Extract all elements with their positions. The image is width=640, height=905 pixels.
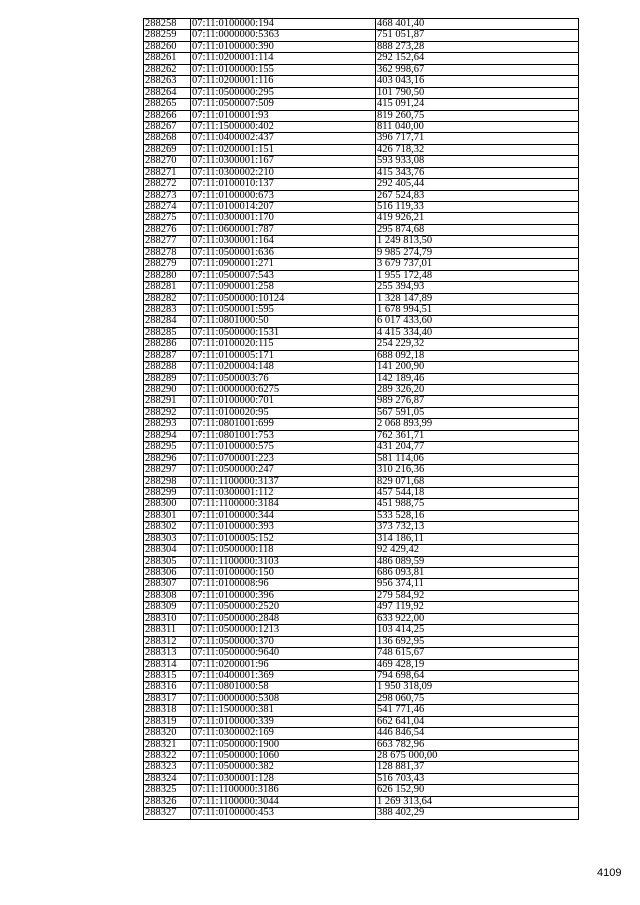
table-row — [144, 144, 579, 155]
table-row — [144, 304, 579, 315]
value-cell: 415 343,76 — [376, 167, 579, 178]
value-cell: 457 544,18 — [376, 487, 579, 498]
cadastral-number-cell: 07:11:0100005:171 — [191, 350, 376, 361]
value-cell: 567 591,05 — [376, 407, 579, 418]
table-row — [144, 156, 579, 167]
cadastral-number-cell: 07:11:0100000:673 — [191, 190, 376, 201]
value-cell: 794 698,64 — [376, 670, 579, 681]
value-cell: 1 955 172,48 — [376, 270, 579, 281]
cadastral-number-cell: 07:11:1100000:3137 — [191, 476, 376, 487]
table-row — [144, 362, 579, 373]
row-id-cell: 288264 — [144, 87, 191, 98]
cadastral-number-cell: 07:11:0500007:543 — [191, 270, 376, 281]
cadastral-number-cell: 07:11:0100001:93 — [191, 110, 376, 121]
row-id-cell: 288302 — [144, 522, 191, 533]
row-id-cell: 288262 — [144, 64, 191, 75]
cadastral-number-cell: 07:11:1500000:381 — [191, 705, 376, 716]
table-row — [144, 430, 579, 441]
row-id-cell: 288276 — [144, 224, 191, 235]
cadastral-number-cell: 07:11:0100010:137 — [191, 179, 376, 190]
row-id-cell: 288271 — [144, 167, 191, 178]
table-row — [144, 190, 579, 201]
cadastral-number-cell: 07:11:0600001:787 — [191, 224, 376, 235]
value-cell: 516 119,33 — [376, 202, 579, 213]
cadastral-number-cell: 07:11:0500000:1900 — [191, 739, 376, 750]
table-row — [144, 659, 579, 670]
cadastral-number-cell: 07:11:0200001:116 — [191, 76, 376, 87]
cadastral-number-cell: 07:11:0000000:5363 — [191, 30, 376, 41]
table-row — [144, 796, 579, 807]
table-row — [144, 579, 579, 590]
cadastral-number-cell: 07:11:1100000:3186 — [191, 785, 376, 796]
cadastral-number-cell: 07:11:0500000:1531 — [191, 327, 376, 338]
row-id-cell: 288310 — [144, 613, 191, 624]
row-id-cell: 288265 — [144, 99, 191, 110]
row-id-cell: 288289 — [144, 373, 191, 384]
row-id-cell: 288260 — [144, 41, 191, 52]
cadastral-number-cell: 07:11:0300001:112 — [191, 487, 376, 498]
value-cell: 748 615,67 — [376, 648, 579, 659]
value-cell: 254 229,32 — [376, 339, 579, 350]
cadastral-number-cell: 07:11:0500000:382 — [191, 762, 376, 773]
row-id-cell: 288314 — [144, 659, 191, 670]
row-id-cell: 288323 — [144, 762, 191, 773]
row-id-cell: 288272 — [144, 179, 191, 190]
row-id-cell: 288280 — [144, 270, 191, 281]
cadastral-number-cell: 07:11:0100000:339 — [191, 716, 376, 727]
value-cell: 373 732,13 — [376, 522, 579, 533]
table-row — [144, 682, 579, 693]
cadastral-number-cell: 07:11:0500000:295 — [191, 87, 376, 98]
value-cell: 446 846,54 — [376, 728, 579, 739]
value-cell: 136 692,95 — [376, 636, 579, 647]
table-row — [144, 442, 579, 453]
value-cell: 451 988,75 — [376, 499, 579, 510]
cadastral-number-cell: 07:11:0200004:148 — [191, 362, 376, 373]
table-row — [144, 487, 579, 498]
value-cell: 762 361,71 — [376, 430, 579, 441]
table-row — [144, 533, 579, 544]
cadastral-number-cell: 07:11:0300001:128 — [191, 773, 376, 784]
value-cell: 1 678 994,51 — [376, 304, 579, 315]
row-id-cell: 288307 — [144, 579, 191, 590]
value-cell: 2 068 893,99 — [376, 419, 579, 430]
table-row — [144, 87, 579, 98]
cadastral-number-cell: 07:11:0500001:636 — [191, 247, 376, 258]
table-row — [144, 121, 579, 132]
row-id-cell: 288312 — [144, 636, 191, 647]
value-cell: 469 428,19 — [376, 659, 579, 670]
cadastral-number-cell: 07:11:1100000:3184 — [191, 499, 376, 510]
row-id-cell: 288277 — [144, 236, 191, 247]
row-id-cell: 288290 — [144, 385, 191, 396]
row-id-cell: 288294 — [144, 430, 191, 441]
table-row — [144, 785, 579, 796]
row-id-cell: 288259 — [144, 30, 191, 41]
table-row — [144, 613, 579, 624]
row-id-cell: 288318 — [144, 705, 191, 716]
table-row — [144, 213, 579, 224]
row-id-cell: 288273 — [144, 190, 191, 201]
cadastral-number-cell: 07:11:0500000:2848 — [191, 613, 376, 624]
table-row — [144, 316, 579, 327]
table-row — [144, 499, 579, 510]
value-cell: 28 675 000,00 — [376, 751, 579, 762]
data-table — [143, 18, 579, 820]
table-row — [144, 30, 579, 41]
row-id-cell: 288275 — [144, 213, 191, 224]
value-cell: 1 950 318,09 — [376, 682, 579, 693]
value-cell: 662 641,04 — [376, 716, 579, 727]
row-id-cell: 288268 — [144, 133, 191, 144]
row-id-cell: 288292 — [144, 407, 191, 418]
cadastral-number-cell: 07:11:0300002:169 — [191, 728, 376, 739]
row-id-cell: 288293 — [144, 419, 191, 430]
row-id-cell: 288261 — [144, 53, 191, 64]
value-cell: 396 717,71 — [376, 133, 579, 144]
row-id-cell: 288283 — [144, 304, 191, 315]
value-cell: 486 089,59 — [376, 556, 579, 567]
table-row — [144, 419, 579, 430]
table-row — [144, 64, 579, 75]
value-cell: 811 040,00 — [376, 121, 579, 132]
cadastral-number-cell: 07:11:0500000:9640 — [191, 648, 376, 659]
value-cell: 431 204,77 — [376, 442, 579, 453]
cadastral-number-cell: 07:11:0500000:118 — [191, 545, 376, 556]
value-cell: 533 528,16 — [376, 510, 579, 521]
cadastral-number-cell: 07:11:0100000:393 — [191, 522, 376, 533]
cadastral-number-cell: 07:11:0500000:1060 — [191, 751, 376, 762]
table-row — [144, 602, 579, 613]
cadastral-number-cell: 07:11:0000000:6275 — [191, 385, 376, 396]
value-cell: 255 394,93 — [376, 282, 579, 293]
table-row — [144, 716, 579, 727]
row-id-cell: 288304 — [144, 545, 191, 556]
row-id-cell: 288286 — [144, 339, 191, 350]
cadastral-number-cell: 07:11:1100000:3103 — [191, 556, 376, 567]
cadastral-number-cell: 07:11:0500000:1213 — [191, 625, 376, 636]
cadastral-number-cell: 07:11:0500003:76 — [191, 373, 376, 384]
table-body — [144, 19, 579, 820]
row-id-cell: 288296 — [144, 453, 191, 464]
table-row — [144, 385, 579, 396]
cadastral-number-cell: 07:11:0400002:437 — [191, 133, 376, 144]
value-cell: 314 186,11 — [376, 533, 579, 544]
cadastral-number-cell: 07:11:0100000:396 — [191, 590, 376, 601]
row-id-cell: 288327 — [144, 808, 191, 819]
table-row — [144, 41, 579, 52]
value-cell: 516 703,43 — [376, 773, 579, 784]
table-row — [144, 693, 579, 704]
row-id-cell: 288300 — [144, 499, 191, 510]
value-cell: 829 071,68 — [376, 476, 579, 487]
value-cell: 403 043,16 — [376, 76, 579, 87]
table-row — [144, 808, 579, 819]
value-cell: 419 926,21 — [376, 213, 579, 224]
cadastral-number-cell: 07:11:0900001:258 — [191, 282, 376, 293]
cadastral-number-cell: 07:11:0500001:595 — [191, 304, 376, 315]
row-id-cell: 288303 — [144, 533, 191, 544]
value-cell: 267 524,83 — [376, 190, 579, 201]
row-id-cell: 288263 — [144, 76, 191, 87]
table-row — [144, 568, 579, 579]
table-row — [144, 705, 579, 716]
row-id-cell: 288274 — [144, 202, 191, 213]
row-id-cell: 288315 — [144, 670, 191, 681]
row-id-cell: 288305 — [144, 556, 191, 567]
cadastral-number-cell: 07:11:0801000:50 — [191, 316, 376, 327]
row-id-cell: 288316 — [144, 682, 191, 693]
row-id-cell: 288308 — [144, 590, 191, 601]
value-cell: 1 269 313,64 — [376, 796, 579, 807]
value-cell: 3 679 737,01 — [376, 259, 579, 270]
table-row — [144, 224, 579, 235]
table-row — [144, 648, 579, 659]
row-id-cell: 288267 — [144, 121, 191, 132]
row-id-cell: 288282 — [144, 293, 191, 304]
value-cell: 888 273,28 — [376, 41, 579, 52]
value-cell: 128 881,37 — [376, 762, 579, 773]
cadastral-number-cell: 07:11:0200001:96 — [191, 659, 376, 670]
cadastral-number-cell: 07:11:0500000:247 — [191, 465, 376, 476]
table-row — [144, 339, 579, 350]
table-row — [144, 270, 579, 281]
value-cell: 279 584,92 — [376, 590, 579, 601]
value-cell: 415 091,24 — [376, 99, 579, 110]
row-id-cell: 288291 — [144, 396, 191, 407]
table-row — [144, 133, 579, 144]
table-row — [144, 773, 579, 784]
value-cell: 688 092,18 — [376, 350, 579, 361]
table-row — [144, 476, 579, 487]
table-row — [144, 350, 579, 361]
row-id-cell: 288301 — [144, 510, 191, 521]
cadastral-number-cell: 07:11:0500000:2520 — [191, 602, 376, 613]
cadastral-number-cell: 07:11:0300001:170 — [191, 213, 376, 224]
row-id-cell: 288288 — [144, 362, 191, 373]
table-row — [144, 751, 579, 762]
cadastral-number-cell: 07:11:0100000:344 — [191, 510, 376, 521]
cadastral-number-cell: 07:11:0100008:96 — [191, 579, 376, 590]
cadastral-number-cell: 07:11:0801001:699 — [191, 419, 376, 430]
cadastral-number-cell: 07:11:0900001:271 — [191, 259, 376, 270]
table-row — [144, 556, 579, 567]
row-id-cell: 288322 — [144, 751, 191, 762]
cadastral-number-cell: 07:11:0700001:223 — [191, 453, 376, 464]
cadastral-number-cell: 07:11:0100020:115 — [191, 339, 376, 350]
value-cell: 101 790,50 — [376, 87, 579, 98]
value-cell: 626 152,90 — [376, 785, 579, 796]
table-row — [144, 110, 579, 121]
cadastral-number-cell: 07:11:0300002:210 — [191, 167, 376, 178]
table-row — [144, 465, 579, 476]
table-row — [144, 545, 579, 556]
row-id-cell: 288313 — [144, 648, 191, 659]
value-cell: 581 114,06 — [376, 453, 579, 464]
cadastral-number-cell: 07:11:0500000:10124 — [191, 293, 376, 304]
row-id-cell: 288324 — [144, 773, 191, 784]
row-id-cell: 288258 — [144, 19, 191, 30]
cadastral-number-cell: 07:11:0200001:114 — [191, 53, 376, 64]
table-row — [144, 179, 579, 190]
cadastral-number-cell: 07:11:1100000:3044 — [191, 796, 376, 807]
value-cell: 593 933,08 — [376, 156, 579, 167]
value-cell: 103 414,25 — [376, 625, 579, 636]
row-id-cell: 288319 — [144, 716, 191, 727]
row-id-cell: 288287 — [144, 350, 191, 361]
table-row — [144, 762, 579, 773]
value-cell: 6 017 433,60 — [376, 316, 579, 327]
row-id-cell: 288266 — [144, 110, 191, 121]
cadastral-number-cell: 07:11:0100005:152 — [191, 533, 376, 544]
row-id-cell: 288281 — [144, 282, 191, 293]
cadastral-number-cell: 07:11:0100000:453 — [191, 808, 376, 819]
table-row — [144, 625, 579, 636]
cadastral-number-cell: 07:11:0801000:58 — [191, 682, 376, 693]
table-row — [144, 522, 579, 533]
value-cell: 663 782,96 — [376, 739, 579, 750]
table-row — [144, 99, 579, 110]
row-id-cell: 288309 — [144, 602, 191, 613]
cadastral-number-cell: 07:11:0100000:194 — [191, 19, 376, 30]
value-cell: 1 249 813,50 — [376, 236, 579, 247]
value-cell: 141 200,90 — [376, 362, 579, 373]
table-row — [144, 373, 579, 384]
value-cell: 310 216,36 — [376, 465, 579, 476]
value-cell: 956 374,11 — [376, 579, 579, 590]
cadastral-number-cell: 07:11:0300001:164 — [191, 236, 376, 247]
value-cell: 4 415 334,40 — [376, 327, 579, 338]
row-id-cell: 288311 — [144, 625, 191, 636]
page-number: 4109 — [597, 867, 622, 879]
table-row — [144, 590, 579, 601]
row-id-cell: 288269 — [144, 144, 191, 155]
row-id-cell: 288278 — [144, 247, 191, 258]
row-id-cell: 288321 — [144, 739, 191, 750]
table-row — [144, 739, 579, 750]
row-id-cell: 288295 — [144, 442, 191, 453]
value-cell: 633 922,00 — [376, 613, 579, 624]
table-row — [144, 728, 579, 739]
table-row — [144, 407, 579, 418]
value-cell: 142 189,46 — [376, 373, 579, 384]
table-row — [144, 259, 579, 270]
table-row — [144, 53, 579, 64]
value-cell: 1 328 147,89 — [376, 293, 579, 304]
value-cell: 9 985 274,79 — [376, 247, 579, 258]
table-row — [144, 202, 579, 213]
cadastral-number-cell: 07:11:1500000:402 — [191, 121, 376, 132]
cadastral-number-cell: 07:11:0100014:207 — [191, 202, 376, 213]
row-id-cell: 288299 — [144, 487, 191, 498]
table-row — [144, 247, 579, 258]
table-row — [144, 293, 579, 304]
row-id-cell: 288284 — [144, 316, 191, 327]
table-row — [144, 19, 579, 30]
cadastral-number-cell: 07:11:0100000:155 — [191, 64, 376, 75]
value-cell: 295 874,68 — [376, 224, 579, 235]
table-row — [144, 76, 579, 87]
row-id-cell: 288298 — [144, 476, 191, 487]
value-cell: 289 326,20 — [376, 385, 579, 396]
row-id-cell: 288320 — [144, 728, 191, 739]
table-row — [144, 670, 579, 681]
row-id-cell: 288270 — [144, 156, 191, 167]
value-cell: 497 119,92 — [376, 602, 579, 613]
cadastral-number-cell: 07:11:0100000:150 — [191, 568, 376, 579]
cadastral-number-cell: 07:11:0100000:575 — [191, 442, 376, 453]
value-cell: 819 260,75 — [376, 110, 579, 121]
cadastral-number-cell: 07:11:0100000:701 — [191, 396, 376, 407]
cadastral-number-cell: 07:11:0801001:753 — [191, 430, 376, 441]
table-row — [144, 282, 579, 293]
cadastral-number-cell: 07:11:0500000:370 — [191, 636, 376, 647]
table-row — [144, 396, 579, 407]
cadastral-number-cell: 07:11:0000000:5308 — [191, 693, 376, 704]
value-cell: 362 998,67 — [376, 64, 579, 75]
value-cell: 292 405,44 — [376, 179, 579, 190]
value-cell: 92 429,42 — [376, 545, 579, 556]
table-row — [144, 510, 579, 521]
table-row — [144, 453, 579, 464]
table-row — [144, 167, 579, 178]
cadastral-number-cell: 07:11:0100000:390 — [191, 41, 376, 52]
row-id-cell: 288317 — [144, 693, 191, 704]
table-row — [144, 636, 579, 647]
row-id-cell: 288285 — [144, 327, 191, 338]
cadastral-number-cell: 07:11:0200001:151 — [191, 144, 376, 155]
cadastral-number-cell: 07:11:0100020:95 — [191, 407, 376, 418]
row-id-cell: 288326 — [144, 796, 191, 807]
cadastral-number-cell: 07:11:0300001:167 — [191, 156, 376, 167]
value-cell: 541 771,46 — [376, 705, 579, 716]
value-cell: 426 718,32 — [376, 144, 579, 155]
cadastral-number-cell: 07:11:0500007:509 — [191, 99, 376, 110]
row-id-cell: 288325 — [144, 785, 191, 796]
row-id-cell: 288297 — [144, 465, 191, 476]
value-cell: 292 152,64 — [376, 53, 579, 64]
row-id-cell: 288279 — [144, 259, 191, 270]
table-row — [144, 236, 579, 247]
value-cell: 388 402,29 — [376, 808, 579, 819]
value-cell: 751 051,87 — [376, 30, 579, 41]
table-row — [144, 327, 579, 338]
value-cell: 298 060,75 — [376, 693, 579, 704]
value-cell: 686 093,81 — [376, 568, 579, 579]
value-cell: 468 401,40 — [376, 19, 579, 30]
row-id-cell: 288306 — [144, 568, 191, 579]
value-cell: 989 276,87 — [376, 396, 579, 407]
cadastral-number-cell: 07:11:0400001:369 — [191, 670, 376, 681]
